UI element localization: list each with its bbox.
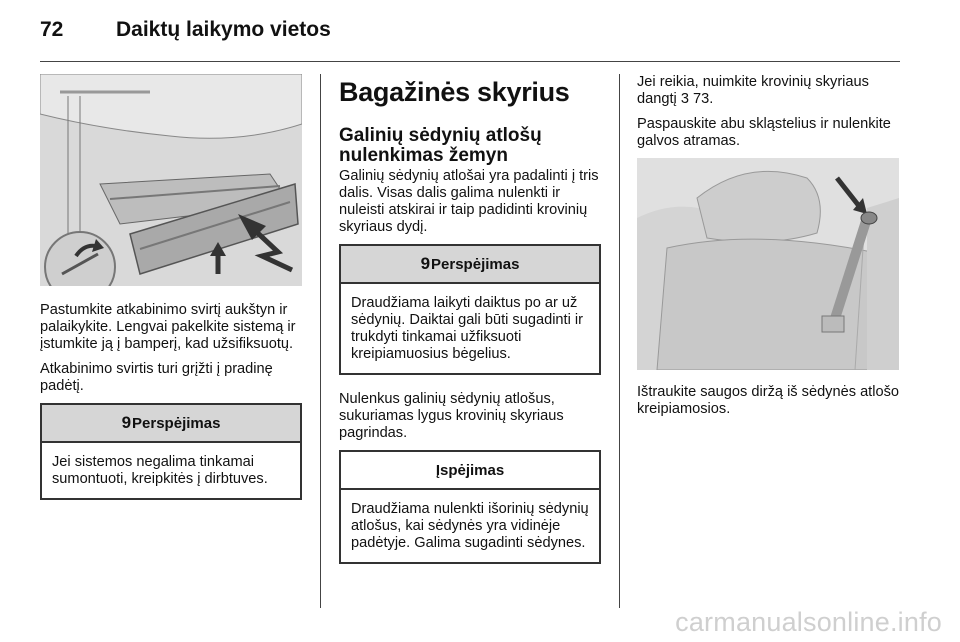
page-reference[interactable]: 73. <box>688 91 714 107</box>
body-text: Galinių sėdynių atlošai yra padalinti į tris dalis. Visas dalis galima nulenkti ir nuleisti atskirai ir taip padidinti krovinių skyriaus dydį. <box>339 168 599 235</box>
column-divider-right <box>619 74 620 608</box>
warning-box <box>339 244 601 375</box>
notice-box <box>339 450 601 564</box>
warning-title: Perspėjimas <box>431 255 520 273</box>
warning-body: Draudžiama laikyti daiktus po ar už sėdynių. Daiktai gali būti sugadinti ir trukdyti tinkamai užfiksuoti kreipiamuosius bėgelius. <box>351 295 584 362</box>
instruction-text: Atkabinimo svirtis turi grįžti į pradinę padėtį. <box>40 361 273 394</box>
bike-carrier-illustration <box>40 74 302 286</box>
section-heading: Bagažinės skyrius <box>339 77 570 107</box>
watermark: carmanualsonline.info <box>675 607 942 637</box>
warning-header <box>42 405 300 443</box>
body-text-prefix: Jei reikia, nuimkite krovinių skyriaus dangtį <box>637 74 869 107</box>
notice-title: Įspėjimas <box>435 461 505 479</box>
notice-body: Draudžiama nulenkti išorinių sėdynių atlošus, kai sėdynės yra vidinėje padėtyje. Galima sugadinti sėdynes. <box>351 501 589 551</box>
column-2 <box>339 74 601 582</box>
column-3 <box>637 74 899 426</box>
instruction-text: Pastumkite atkabinimo svirtį aukštyn ir palaikykite. Lengvai pakelkite sistemą ir įstumkite ją į bamperį, kad užsifiksuotų. <box>40 302 296 352</box>
body-text: Ištraukite saugos diržą iš sėdynės atlošo kreipiamosios. <box>637 384 900 417</box>
warning-box <box>40 403 302 500</box>
rear-seat-illustration <box>637 158 899 370</box>
running-title: Daiktų laikymo vietos <box>116 18 331 41</box>
header-rule <box>40 61 900 62</box>
warning-icon: 9 <box>420 254 431 273</box>
warning-body: Jei sistemos negalima tinkamai sumontuoti, kreipkitės į dirbtuves. <box>52 454 268 487</box>
warning-header <box>341 246 599 284</box>
page-reference-icon[interactable]: 3 <box>680 91 689 107</box>
body-text <box>637 74 899 108</box>
warning-icon: 9 <box>121 413 132 432</box>
column-divider-left <box>320 74 321 608</box>
figure-bike-carrier <box>40 74 302 286</box>
page-number: 72 <box>40 18 64 41</box>
figure-rear-seat-headrest <box>637 158 899 370</box>
body-text: Paspauskite abu skląstelius ir nulenkite galvos atramas. <box>637 116 891 149</box>
notice-header <box>341 452 599 490</box>
column-1 <box>40 74 302 518</box>
page-header <box>40 18 331 48</box>
body-text: Nulenkus galinių sėdynių atlošus, sukuriamas lygus krovinių skyriaus pagrindas. <box>339 391 564 441</box>
warning-title: Perspėjimas <box>132 414 221 432</box>
subsection-heading: Galinių sėdynių atlošų nulenkimas žemyn <box>339 125 542 166</box>
